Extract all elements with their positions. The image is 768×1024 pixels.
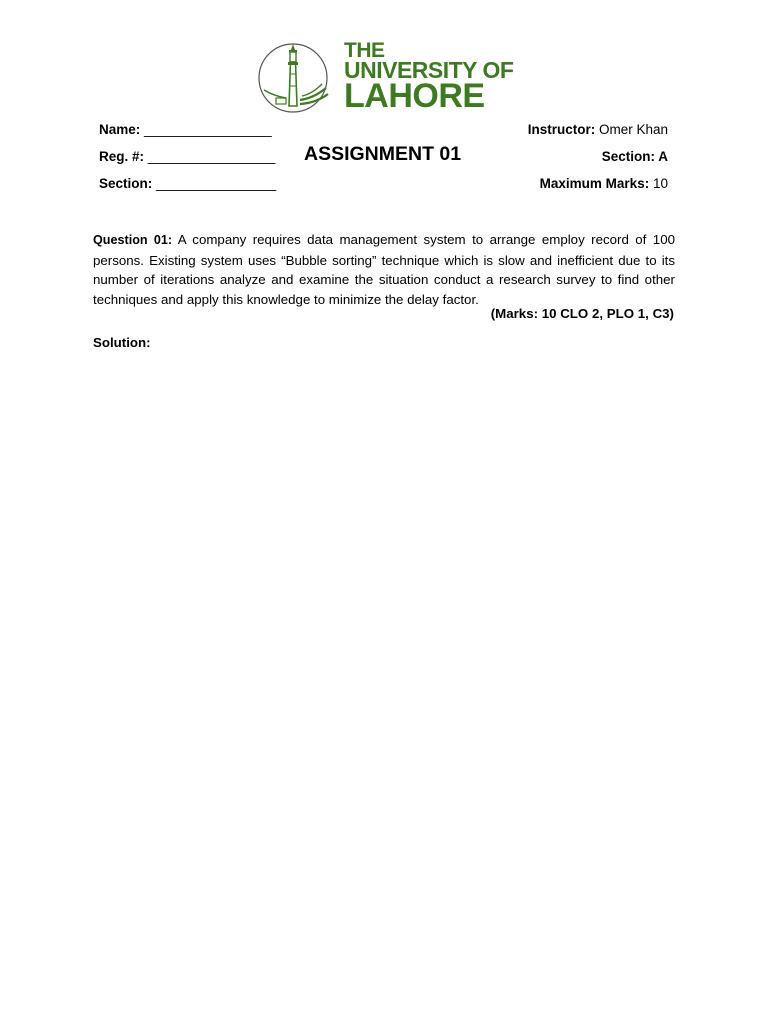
reg-blank: _________________ [147,149,276,164]
section-label: Section: [99,176,153,191]
name-blank: _________________ [144,122,272,137]
section-field [99,176,276,192]
max-marks-value: 10 [652,176,668,191]
name-field [99,122,272,138]
instructor-label: Instructor: [527,122,596,137]
reg-label: Reg. #: [99,149,145,164]
max-marks-field [540,176,668,192]
minar-emblem-icon [256,40,334,114]
logo-line-university: UNIVERSITY OF [344,57,514,83]
section-right [602,149,668,165]
max-marks-label: Maximum Marks: [539,176,650,191]
logo-line-lahore: LAHORE [344,77,485,115]
reg-field [99,149,275,165]
section-right-text: Section: A [601,149,668,164]
question-label: Question 01: [93,233,173,247]
solution-label: Solution: [93,335,151,350]
instructor-field [528,122,668,138]
question-marks: (Marks: 10 CLO 2, PLO 1, C3) [490,306,674,321]
question-text: A company requires data management system to arrange employ record of 100 persons. Existing system uses “Bubble sorting” technique which is slow and inefficient due to its number of iterations analyze and examine the situation conduct a research survey to find other techniques and apply this knowledge to minimize the delay factor. [93,232,675,307]
university-logo [256,40,516,114]
name-label: Name: [99,122,141,137]
question-block [93,230,675,309]
instructor-value: Omer Khan [598,122,668,137]
logo-line-the: THE [344,39,385,62]
section-blank: ________________ [156,176,277,191]
assignment-title: ASSIGNMENT 01 [304,143,462,165]
